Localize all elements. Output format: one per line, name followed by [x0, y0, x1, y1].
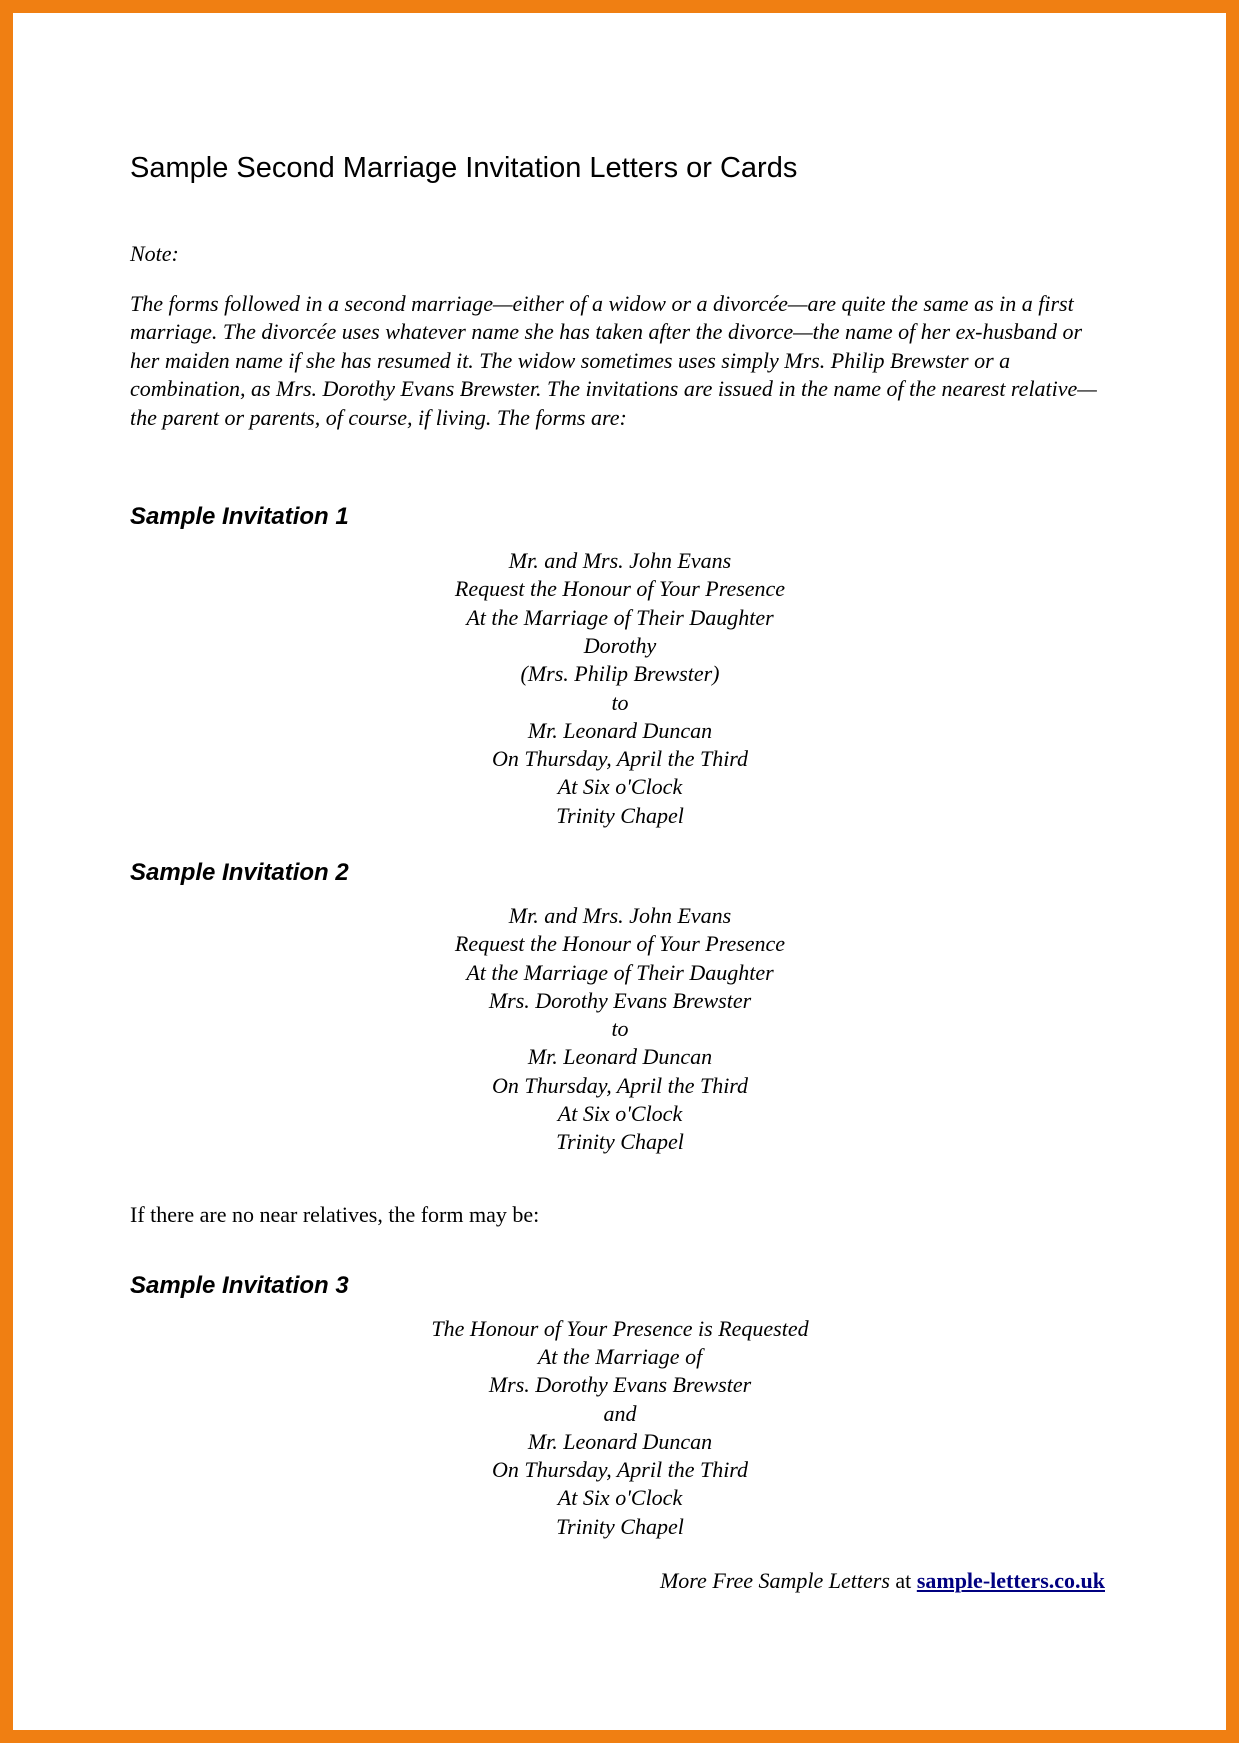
- invitation-line: The Honour of Your Presence is Requested: [431, 1315, 809, 1341]
- note-label: Note:: [130, 241, 179, 266]
- invitation-line: At Six o'Clock: [557, 1485, 683, 1511]
- document-content: [130, 150, 1110, 1595]
- sample-invitation-2-text: [130, 902, 1110, 1157]
- footer: [125, 1567, 1105, 1595]
- sample-invitation-1-text: [130, 547, 1110, 830]
- page-title: Sample Second Marriage Invitation Letters or Cards: [130, 152, 798, 184]
- invitation-line: At the Marriage of Their Daughter: [466, 604, 774, 630]
- note-body: The forms followed in a second marriage—either of a widow or a divorcée—are quite the same as in a first marriage. The divorcée uses whatever name she has taken after the divorce—the name of her ex-husband or her maiden name if she has resumed it. The widow sometimes uses simply Mrs. Philip Brewster or a combination, as Mrs. Dorothy Evans Brewster. The invitations are issued in the name of the nearest relative—the parent or parents, of course, if living. The forms are:: [130, 291, 1097, 430]
- invitation-line: Mr. Leonard Duncan: [527, 717, 713, 743]
- invitation-line: Mr. and Mrs. John Evans: [508, 903, 732, 928]
- invitation-line: Trinity Chapel: [556, 802, 684, 828]
- invitation-line: to: [611, 1016, 629, 1042]
- invitation-line: (Mrs. Philip Brewster): [520, 661, 720, 687]
- invitation-line: to: [611, 689, 629, 715]
- footer-tagline: More Free Sample Letters: [659, 1568, 890, 1594]
- invitation-line: Mrs. Dorothy Evans Brewster: [488, 987, 752, 1013]
- footer-connector: at: [889, 1568, 917, 1594]
- invitation-line: Dorothy: [583, 632, 657, 658]
- invitation-line: Trinity Chapel: [556, 1129, 684, 1155]
- invitation-line: On Thursday, April the Third: [491, 746, 749, 772]
- sample-invitation-2-heading: Sample Invitation 2: [130, 859, 349, 886]
- invitation-line: Request the Honour of Your Presence: [454, 576, 786, 602]
- invitation-line: At Six o'Clock: [557, 774, 683, 800]
- invitation-line: Mr. and Mrs. John Evans: [508, 548, 732, 574]
- invitation-line: Mrs. Dorothy Evans Brewster: [488, 1372, 752, 1398]
- invitation-line: At Six o'Clock: [557, 1101, 683, 1127]
- no-relatives-text: If there are no near relatives, the form may be:: [130, 1201, 540, 1227]
- invitation-line: and: [603, 1400, 637, 1426]
- invitation-line: On Thursday, April the Third: [491, 1457, 749, 1483]
- invitation-line: On Thursday, April the Third: [491, 1072, 749, 1098]
- sample-invitation-1-heading: Sample Invitation 1: [130, 503, 349, 531]
- invitation-line: Request the Honour of Your Presence: [454, 931, 786, 957]
- sample-invitation-3-text: [130, 1315, 1110, 1541]
- footer-link[interactable]: sample-letters.co.uk: [916, 1568, 1105, 1594]
- invitation-line: At the Marriage of: [537, 1343, 703, 1369]
- invitation-line: Mr. Leonard Duncan: [527, 1428, 713, 1454]
- invitation-line: At the Marriage of Their Daughter: [466, 959, 774, 985]
- sample-invitation-3-heading: Sample Invitation 3: [130, 1271, 349, 1299]
- invitation-line: Mr. Leonard Duncan: [527, 1044, 713, 1070]
- invitation-line: Trinity Chapel: [556, 1513, 684, 1539]
